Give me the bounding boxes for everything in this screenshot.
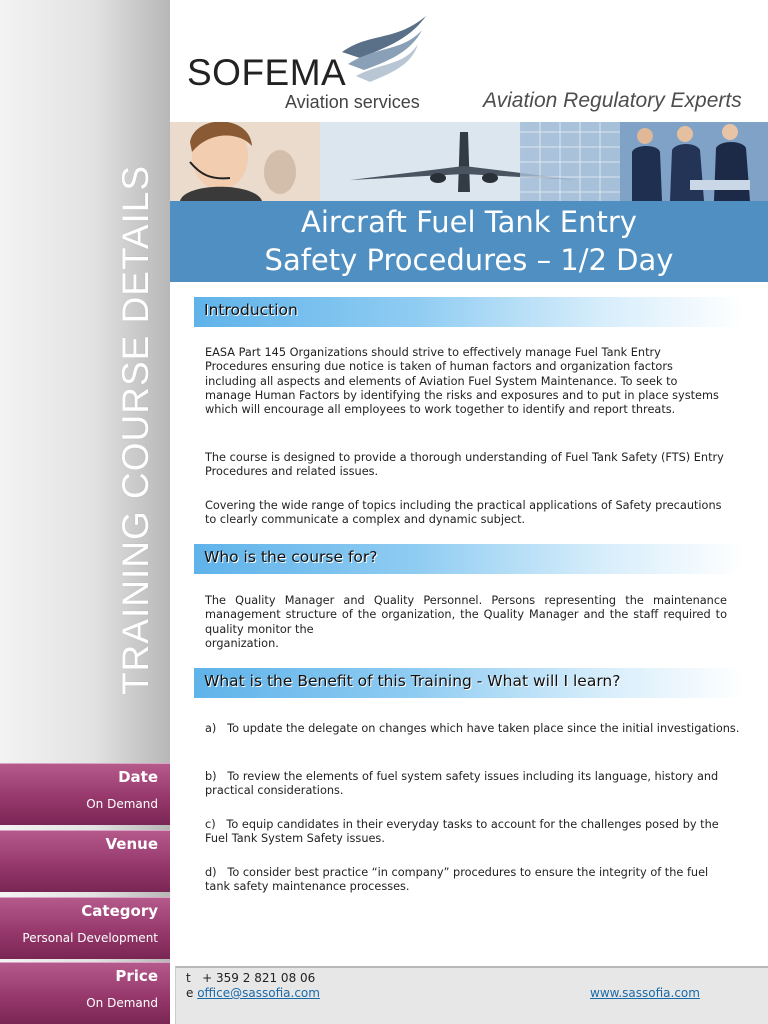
date-label: Date [118,768,158,786]
vertical-title-container [0,0,170,760]
website-link[interactable]: www.sassofia.com [590,986,700,1000]
intro-heading-bar [194,297,744,327]
phone-row [186,971,315,985]
website-row [590,986,700,1000]
intro-paragraph-1: EASA Part 145 Organizations should strive to effectively manage Fuel Tank Entry Procedures ensuring due notice is taken of human factors and organization factors including all aspects and elements of Aviation Fuel System Maintenance. To seek to manage Human Factors by identifying the risks and exposures and to put in place systems which will encourage all employees to work together to identify and report threats. [205,346,719,417]
course-title-line2: Safety Procedures – 1/2 Day [264,243,674,277]
phone-prefix: t [186,971,191,985]
category-label: Category [81,902,158,920]
who-heading: Who is the course for? [204,548,378,566]
contact-footer [175,966,768,1024]
logo-swoosh-icon [340,12,428,88]
who-paragraph: The Quality Manager and Quality Personnel. Persons representing the maintenance management structure of the organization, the Quality Manager and the staff required to quality monitor the [205,594,727,636]
benefit-item-b: b) To review the elements of fuel system safety issues including its language, history and practical considerations. [205,770,719,798]
benefit-heading-bar [194,668,744,698]
operator-image [170,122,320,201]
header-banner-image [170,122,768,201]
sidebar [0,0,170,1024]
benefit-item-d: d) To consider best practice “in company” procedures to ensure the integrity of the fuel tank safety maintenance processes. [205,866,709,894]
brand-name: SOFEMA [187,52,347,93]
intro-heading: Introduction [204,301,298,319]
category-box [0,897,170,959]
course-title-line1: Aircraft Fuel Tank Entry [301,205,637,239]
vertical-title: TRAINING COURSE DETAILS [115,164,156,696]
benefit-heading: What is the Benefit of this Training - What will I learn? [204,672,621,690]
who-paragraph-end: organization. [205,637,279,650]
category-value: Personal Development [22,931,158,945]
email-link[interactable]: office@sassofia.com [197,986,320,1000]
course-title-box [170,201,768,282]
building-image [520,122,620,201]
email-prefix: e [186,986,194,1000]
benefit-item-c: c) To equip candidates in their everyday tasks to account for the challenges posed by the Fuel Tank System Safety issues. [205,818,719,846]
header [170,0,768,122]
date-box [0,763,170,825]
phone-number: + 359 2 821 08 06 [202,971,316,985]
intro-paragraph-3: Covering the wide range of topics including the practical applications of Safety precautions to clearly communicate a complex and dynamic subject. [205,499,722,527]
intro-paragraph-2: The course is designed to provide a thorough understanding of Fuel Tank Safety (FTS) Entry Procedures and related issues. [205,451,724,479]
brand-subtitle: Aviation services [285,92,420,112]
price-box [0,962,170,1024]
benefit-item-a: a) To update the delegate on changes which have taken place since the initial investigations. [205,722,740,735]
who-heading-bar [194,544,744,574]
tagline: Aviation Regulatory Experts [483,89,742,112]
business-people-image [620,122,768,201]
venue-box [0,830,170,892]
venue-label: Venue [105,835,158,853]
email-row [186,986,320,1000]
price-label: Price [115,967,158,985]
price-value: On Demand [86,996,158,1010]
date-value: On Demand [86,797,158,811]
